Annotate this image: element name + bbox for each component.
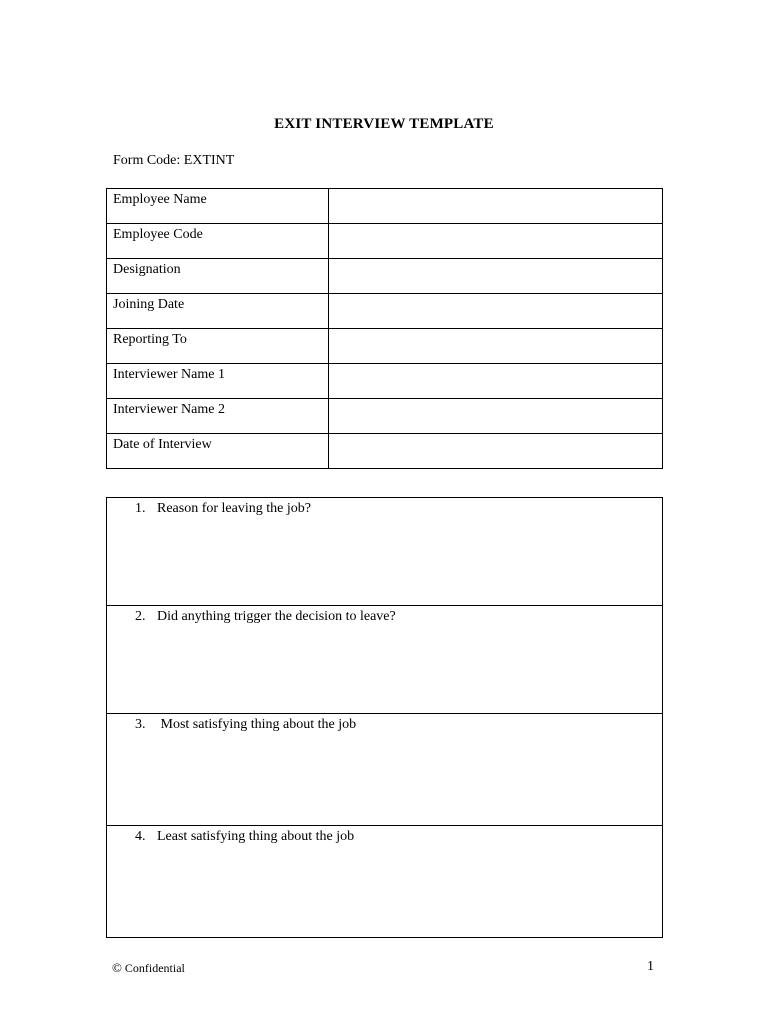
reporting-to-field[interactable]	[329, 329, 663, 364]
date-of-interview-label: Date of Interview	[107, 434, 329, 469]
copyright-icon: ©	[112, 960, 122, 975]
question-4-answer-box[interactable]	[107, 826, 663, 938]
table-row	[107, 294, 663, 329]
question-number: 3.	[135, 717, 146, 732]
question-text: Least satisfying thing about the job	[157, 829, 355, 844]
table-row	[107, 189, 663, 224]
question-3-answer-box[interactable]	[107, 714, 663, 826]
question-number: 1.	[135, 501, 146, 516]
page-number: 1	[647, 959, 654, 974]
footer-confidential	[112, 960, 185, 976]
table-row	[107, 399, 663, 434]
employee-name-field[interactable]	[329, 189, 663, 224]
question-number: 2.	[135, 609, 146, 624]
form-code: Form Code: EXTINT	[113, 153, 235, 168]
question-1-answer-box[interactable]	[107, 498, 663, 606]
employee-code-label: Employee Code	[107, 224, 329, 259]
question-text: Reason for leaving the job?	[157, 501, 311, 516]
table-row	[107, 224, 663, 259]
document-title: EXIT INTERVIEW TEMPLATE	[274, 116, 494, 132]
question-text: Most satisfying thing about the job	[157, 717, 357, 732]
interviewer-name-2-field[interactable]	[329, 399, 663, 434]
question-row	[107, 826, 663, 938]
designation-field[interactable]	[329, 259, 663, 294]
interviewer-name-1-field[interactable]	[329, 364, 663, 399]
designation-label: Designation	[107, 259, 329, 294]
question-2-answer-box[interactable]	[107, 606, 663, 714]
employee-code-field[interactable]	[329, 224, 663, 259]
table-row	[107, 259, 663, 294]
table-row	[107, 329, 663, 364]
confidential-label: Confidential	[124, 961, 185, 975]
question-text: Did anything trigger the decision to leave?	[157, 609, 396, 624]
employee-info-table	[106, 188, 663, 469]
questions-table	[106, 497, 663, 938]
reporting-to-label: Reporting To	[107, 329, 329, 364]
date-of-interview-field[interactable]	[329, 434, 663, 469]
interviewer-name-1-label: Interviewer Name 1	[107, 364, 329, 399]
table-row	[107, 364, 663, 399]
table-row	[107, 434, 663, 469]
interviewer-name-2-label: Interviewer Name 2	[107, 399, 329, 434]
question-row	[107, 498, 663, 606]
question-row	[107, 714, 663, 826]
joining-date-label: Joining Date	[107, 294, 329, 329]
employee-name-label: Employee Name	[107, 189, 329, 224]
question-number: 4.	[135, 829, 146, 844]
joining-date-field[interactable]	[329, 294, 663, 329]
question-row	[107, 606, 663, 714]
